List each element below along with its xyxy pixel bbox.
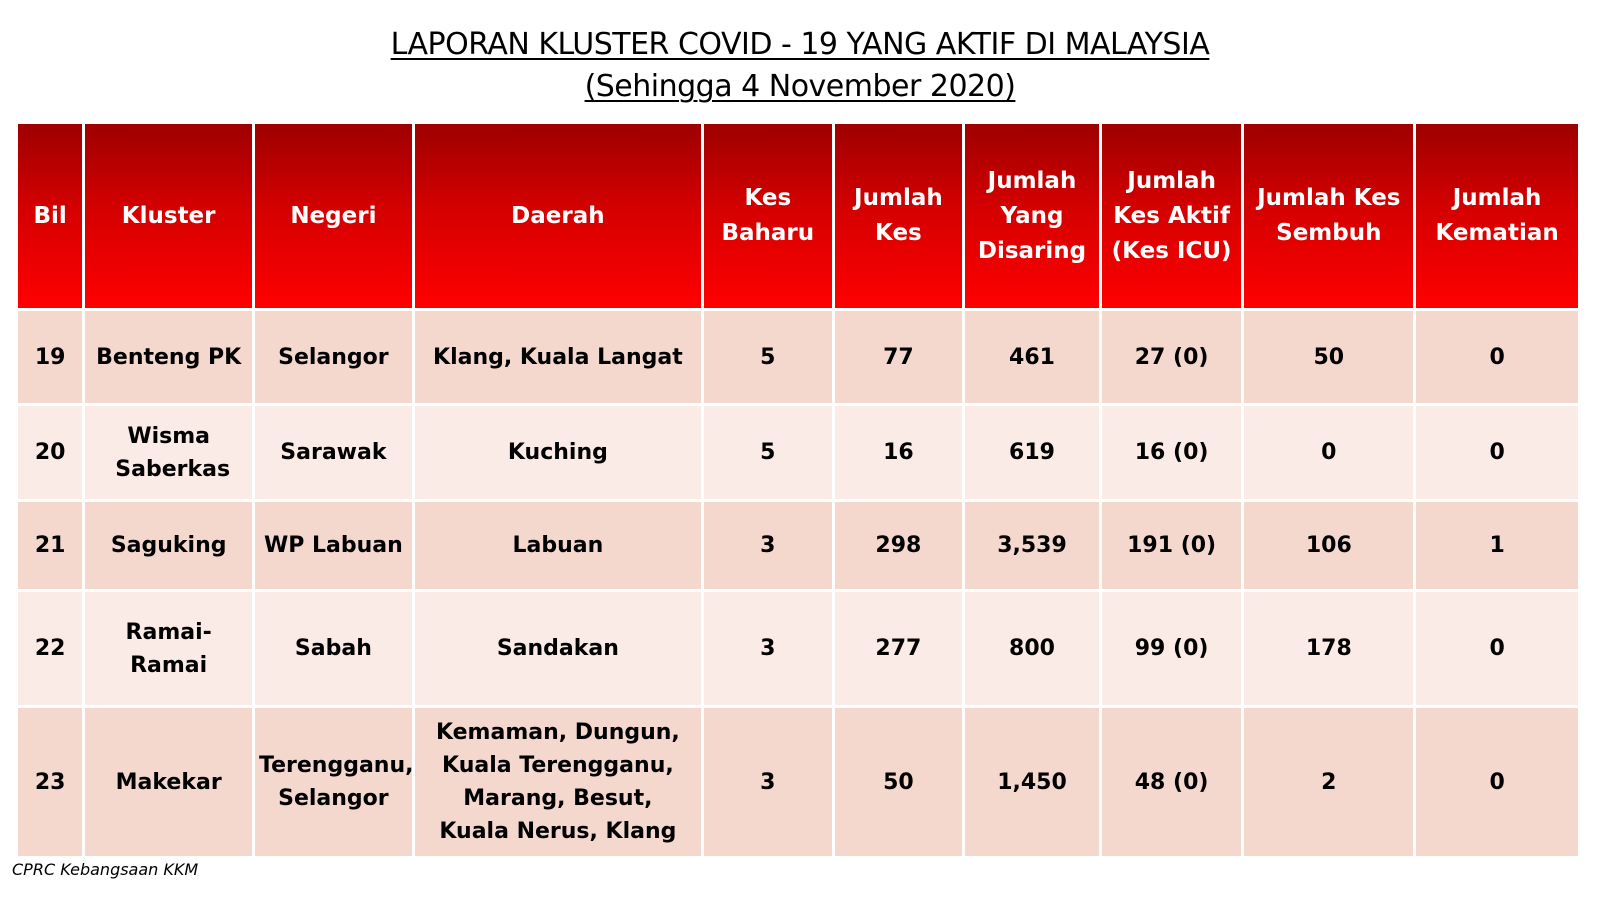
cell-negeri: Sabah — [255, 592, 412, 705]
cell-jumlah-kes: 50 — [835, 708, 963, 856]
table-row — [18, 406, 1578, 499]
cell-daerah: Klang, Kuala Langat — [415, 311, 701, 403]
table-header-row — [18, 124, 1578, 308]
cell-kes-aktif: 48 (0) — [1102, 708, 1242, 856]
header-kluster: Kluster — [85, 124, 252, 308]
cell-kematian: 0 — [1416, 708, 1578, 856]
cell-kes-aktif: 27 (0) — [1102, 311, 1242, 403]
cell-jumlah-kes: 298 — [835, 502, 963, 589]
header-kes-sembuh: Jumlah Kes Sembuh — [1244, 124, 1413, 308]
header-daerah: Daerah — [415, 124, 701, 308]
table-row — [18, 708, 1578, 856]
cell-kes-baharu: 5 — [704, 406, 832, 499]
cell-kes-aktif: 99 (0) — [1102, 592, 1242, 705]
cell-kes-sembuh: 0 — [1244, 406, 1413, 499]
cell-daerah: Sandakan — [415, 592, 701, 705]
cell-kluster: Ramai-Ramai — [85, 592, 252, 705]
header-bil: Bil — [18, 124, 82, 308]
cell-kematian: 1 — [1416, 502, 1578, 589]
cell-jumlah-disaring: 619 — [965, 406, 1099, 499]
cell-bil: 19 — [18, 311, 82, 403]
cell-negeri: WP Labuan — [255, 502, 412, 589]
source-credit: CPRC Kebangsaan KKM — [12, 860, 199, 879]
cell-bil: 20 — [18, 406, 82, 499]
cell-kluster: Benteng PK — [85, 311, 252, 403]
cell-jumlah-kes: 77 — [835, 311, 963, 403]
cell-kes-baharu: 3 — [704, 708, 832, 856]
cell-jumlah-disaring: 461 — [965, 311, 1099, 403]
cell-kluster: Makekar — [85, 708, 252, 856]
cell-kes-aktif: 16 (0) — [1102, 406, 1242, 499]
cell-kes-aktif: 191 (0) — [1102, 502, 1242, 589]
report-title-main: LAPORAN KLUSTER COVID - 19 YANG AKTIF DI MALAYSIA — [390, 27, 1210, 62]
header-jumlah-disaring: Jumlah Yang Disaring — [965, 124, 1099, 308]
cell-kluster: Saguking — [85, 502, 252, 589]
cell-kes-sembuh: 50 — [1244, 311, 1413, 403]
cell-kes-sembuh: 178 — [1244, 592, 1413, 705]
cell-kes-baharu: 3 — [704, 502, 832, 589]
cell-bil: 23 — [18, 708, 82, 856]
report-title — [0, 24, 1600, 108]
header-kes-baharu: Kes Baharu — [704, 124, 832, 308]
cell-kematian: 0 — [1416, 311, 1578, 403]
header-negeri: Negeri — [255, 124, 412, 308]
header-kes-aktif: Jumlah Kes Aktif (Kes ICU) — [1102, 124, 1242, 308]
cell-daerah: Kuching — [415, 406, 701, 499]
cell-bil: 22 — [18, 592, 82, 705]
header-jumlah-kes: Jumlah Kes — [835, 124, 963, 308]
cell-negeri: Sarawak — [255, 406, 412, 499]
cell-negeri: Terengganu, Selangor — [255, 708, 412, 856]
report-title-date: (Sehingga 4 November 2020) — [584, 69, 1016, 104]
cell-jumlah-disaring: 3,539 — [965, 502, 1099, 589]
header-kematian: Jumlah Kematian — [1416, 124, 1578, 308]
table-row — [18, 592, 1578, 705]
cell-kematian: 0 — [1416, 406, 1578, 499]
cell-daerah: Kemaman, Dungun, Kuala Terengganu, Marang, Besut, Kuala Nerus, Klang — [415, 708, 701, 856]
cell-jumlah-disaring: 800 — [965, 592, 1099, 705]
cluster-table — [15, 121, 1581, 859]
cell-kes-sembuh: 2 — [1244, 708, 1413, 856]
cell-kes-sembuh: 106 — [1244, 502, 1413, 589]
cell-daerah: Labuan — [415, 502, 701, 589]
cell-jumlah-disaring: 1,450 — [965, 708, 1099, 856]
cell-bil: 21 — [18, 502, 82, 589]
cell-jumlah-kes: 277 — [835, 592, 963, 705]
table-row — [18, 502, 1578, 589]
cell-kematian: 0 — [1416, 592, 1578, 705]
cell-jumlah-kes: 16 — [835, 406, 963, 499]
cell-kluster: Wisma Saberkas — [85, 406, 252, 499]
cell-negeri: Selangor — [255, 311, 412, 403]
cell-kes-baharu: 5 — [704, 311, 832, 403]
cell-kes-baharu: 3 — [704, 592, 832, 705]
table-row — [18, 311, 1578, 403]
